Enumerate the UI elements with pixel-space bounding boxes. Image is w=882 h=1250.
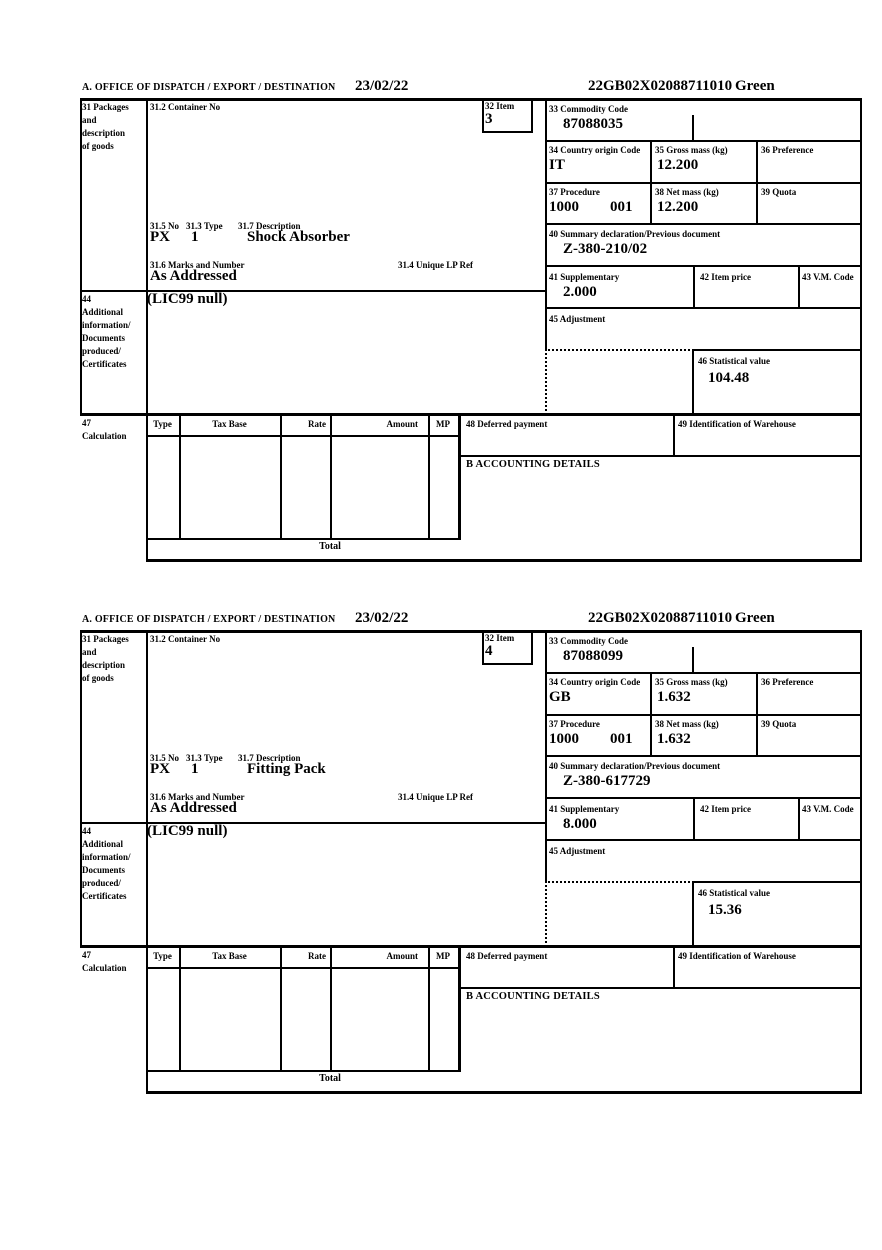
grid-line-right-border	[860, 630, 862, 1094]
routing-channel: Green	[735, 610, 775, 626]
grid-line-bottom-border	[146, 559, 862, 562]
item-number-value: 3	[485, 111, 493, 127]
box47-label-line: Calculation	[82, 963, 127, 973]
supplementary-label: 41 Supplementary	[549, 804, 620, 814]
vm-code-label: 43 V.M. Code	[802, 272, 854, 282]
goods-description-label: 31.7 Description	[238, 753, 301, 763]
net-mass-label: 38 Net mass (kg)	[655, 187, 719, 197]
grid-line-calc-bottom	[146, 1070, 461, 1072]
box44-additional-info-label	[82, 293, 131, 371]
grid-line-col31-divider	[146, 98, 148, 562]
grid-line-box33-bottom	[545, 140, 862, 142]
packages-no-value: PX	[150, 761, 170, 777]
grid-line-box41-42-divider	[693, 265, 695, 307]
grid-line-box42-43-divider	[798, 797, 800, 839]
grid-line-box48-49-divider	[673, 948, 675, 987]
gross-mass-value: 1.632	[657, 689, 691, 705]
grid-line-box37-row-bottom	[545, 755, 862, 757]
procedure-qualifier-value: 001	[610, 731, 633, 747]
grid-line-dotted-horizontal	[545, 881, 694, 883]
form-grid	[80, 98, 862, 564]
office-of-dispatch-label: A. OFFICE OF DISPATCH / EXPORT / DESTINATION	[82, 614, 336, 625]
box31-label-line: description	[82, 128, 126, 138]
box47-label-line: 47	[82, 418, 91, 428]
grid-line-box48-row-bottom	[458, 455, 862, 457]
calc-total-label: Total	[319, 1073, 341, 1084]
country-origin-value: GB	[549, 689, 571, 705]
grid-line-box32-left	[482, 630, 484, 663]
form-grid	[80, 630, 862, 1096]
grid-line-box32-bottom	[482, 663, 533, 665]
container-no-label: 31.2 Container No	[150, 102, 221, 112]
commodity-code-label: 33 Commodity Code	[549, 104, 628, 114]
net-mass-value: 12.200	[657, 199, 699, 215]
box44-additional-info-label	[82, 825, 131, 903]
customs-declaration-item-form	[80, 610, 862, 1096]
declaration-reference: 22GB02X02088711010	[588, 610, 733, 626]
calc-column-taxbase: Tax Base	[212, 951, 247, 961]
grid-line-box40-bottom	[545, 265, 862, 267]
box44-label-line: 44	[82, 826, 91, 836]
box44-label-line: Additional	[82, 839, 124, 849]
gross-mass-label: 35 Gross mass (kg)	[655, 677, 728, 687]
procedure-label: 37 Procedure	[549, 187, 600, 197]
item-price-label: 42 Item price	[700, 804, 751, 814]
statistical-value-value: 15.36	[708, 902, 742, 918]
packages-type-label: 31.3 Type	[186, 753, 223, 763]
box31-label-line: and	[82, 647, 97, 657]
unique-lp-ref-label: 31.4 Unique LP Ref	[398, 792, 474, 802]
grid-line-box32-bottom	[482, 131, 533, 133]
grid-line-calc-header-bottom	[146, 967, 461, 969]
packages-no-label: 31.5 No	[150, 753, 179, 763]
box44-label-line: information/	[82, 320, 131, 330]
marks-and-number-value: As Addressed	[150, 268, 237, 284]
net-mass-value: 1.632	[657, 731, 691, 747]
item-price-label: 42 Item price	[700, 272, 751, 282]
preference-label: 36 Preference	[761, 677, 814, 687]
grid-line-box42-43-divider	[798, 265, 800, 307]
grid-line-box41-row-bottom	[545, 307, 862, 309]
box44-label-line: Certificates	[82, 891, 127, 901]
commodity-code-value: 87088035	[563, 116, 623, 132]
calc-column-mp: MP	[436, 951, 450, 961]
office-of-dispatch-label: A. OFFICE OF DISPATCH / EXPORT / DESTINATION	[82, 82, 336, 93]
grid-line-right-border	[860, 98, 862, 562]
deferred-payment-label: 48 Deferred payment	[466, 419, 548, 429]
country-origin-value: IT	[549, 157, 565, 173]
routing-channel: Green	[735, 78, 775, 94]
packages-type-value: 1	[191, 229, 199, 245]
vm-code-label: 43 V.M. Code	[802, 804, 854, 814]
quota-label: 39 Quota	[761, 187, 797, 197]
calc-column-amount: Amount	[386, 951, 418, 961]
country-origin-label: 34 Country origin Code	[549, 145, 641, 155]
grid-line-calc-header-bottom	[146, 435, 461, 437]
grid-line-bottom-border	[146, 1091, 862, 1094]
item-number-label: 32 Item	[485, 101, 515, 111]
supplementary-value: 8.000	[563, 816, 597, 832]
item-number-value: 4	[485, 643, 493, 659]
grid-line-box41-42-divider	[693, 797, 695, 839]
grid-line-box47-top	[80, 945, 862, 948]
grid-line-box32-left	[482, 98, 484, 131]
marks-and-number-label: 31.6 Marks and Number	[150, 792, 245, 802]
grid-line-dotted-vertical	[545, 881, 547, 947]
procedure-label: 37 Procedure	[549, 719, 600, 729]
statistical-value-label: 46 Statistical value	[698, 888, 770, 898]
grid-line-box46-left	[692, 881, 694, 947]
grid-line-dotted-vertical	[545, 349, 547, 415]
country-origin-label: 34 Country origin Code	[549, 677, 641, 687]
packages-type-value: 1	[191, 761, 199, 777]
packages-no-value: PX	[150, 229, 170, 245]
grid-line-box46-top	[692, 349, 862, 351]
box44-label-line: Certificates	[82, 359, 127, 369]
statistical-value-value: 104.48	[708, 370, 750, 386]
form-item-4	[80, 610, 862, 1096]
grid-line-box41-row-bottom	[545, 839, 862, 841]
grid-line-calc-bottom	[146, 538, 461, 540]
grid-line-box33-bottom	[545, 672, 862, 674]
gross-mass-value: 12.200	[657, 157, 699, 173]
declaration-date: 23/02/22	[355, 78, 409, 94]
box31-packages-label	[82, 633, 129, 685]
calc-column-rate: Rate	[308, 419, 326, 429]
grid-line-commodity-tick	[692, 647, 694, 672]
box31-label-line: 31 Packages	[82, 634, 129, 644]
grid-line-box46-left	[692, 349, 694, 415]
box31-label-line: description	[82, 660, 126, 670]
deferred-payment-label: 48 Deferred payment	[466, 951, 548, 961]
calc-column-amount: Amount	[386, 419, 418, 429]
grid-line-box48-row-bottom	[458, 987, 862, 989]
grid-line-box46-top	[692, 881, 862, 883]
marks-and-number-label: 31.6 Marks and Number	[150, 260, 245, 270]
statistical-value-label: 46 Statistical value	[698, 356, 770, 366]
box44-label-line: Additional	[82, 307, 124, 317]
goods-description-value: Fitting Pack	[247, 761, 326, 777]
adjustment-label: 45 Adjustment	[549, 314, 606, 324]
commodity-code-value: 87088099	[563, 648, 623, 664]
grid-line-box40-bottom	[545, 797, 862, 799]
calc-total-label: Total	[319, 541, 341, 552]
additional-info-value: (LIC99 null)	[147, 823, 228, 839]
gross-mass-label: 35 Gross mass (kg)	[655, 145, 728, 155]
grid-line-box48-49-divider	[673, 416, 675, 455]
box47-calculation-label	[82, 417, 127, 443]
previous-document-value: Z-380-210/02	[563, 241, 648, 257]
box44-label-line: Documents	[82, 333, 125, 343]
grid-line-dotted-horizontal	[545, 349, 694, 351]
unique-lp-ref-label: 31.4 Unique LP Ref	[398, 260, 474, 270]
declaration-reference: 22GB02X02088711010	[588, 78, 733, 94]
accounting-details-label: B ACCOUNTING DETAILS	[466, 459, 600, 470]
warehouse-id-label: 49 Identification of Warehouse	[678, 419, 796, 429]
calc-column-rate: Rate	[308, 951, 326, 961]
procedure-qualifier-value: 001	[610, 199, 633, 215]
grid-line-commodity-tick	[692, 115, 694, 140]
commodity-code-label: 33 Commodity Code	[549, 636, 628, 646]
form-item-3	[80, 78, 862, 564]
box44-label-line: 44	[82, 294, 91, 304]
box44-label-line: produced/	[82, 878, 121, 888]
box31-label-line: and	[82, 115, 97, 125]
calc-column-mp: MP	[436, 419, 450, 429]
box31-label-line: 31 Packages	[82, 102, 129, 112]
box47-calculation-label	[82, 949, 127, 975]
warehouse-id-label: 49 Identification of Warehouse	[678, 951, 796, 961]
calc-column-type: Type	[153, 951, 172, 961]
calc-column-type: Type	[153, 419, 172, 429]
box47-label-line: Calculation	[82, 431, 127, 441]
net-mass-label: 38 Net mass (kg)	[655, 719, 719, 729]
grid-line-box37-row-bottom	[545, 223, 862, 225]
procedure-value: 1000	[549, 199, 579, 215]
previous-document-label: 40 Summary declaration/Previous document	[549, 761, 721, 771]
box47-label-line: 47	[82, 950, 91, 960]
adjustment-label: 45 Adjustment	[549, 846, 606, 856]
calc-column-taxbase: Tax Base	[212, 419, 247, 429]
grid-line-box32-right	[531, 630, 533, 665]
packages-no-label: 31.5 No	[150, 221, 179, 231]
goods-description-label: 31.7 Description	[238, 221, 301, 231]
grid-line-col31-divider	[146, 630, 148, 1094]
marks-and-number-value: As Addressed	[150, 800, 237, 816]
preference-label: 36 Preference	[761, 145, 814, 155]
grid-line-box34-row-bottom	[545, 182, 862, 184]
box44-label-line: Documents	[82, 865, 125, 875]
quota-label: 39 Quota	[761, 719, 797, 729]
procedure-value: 1000	[549, 731, 579, 747]
item-number-label: 32 Item	[485, 633, 515, 643]
packages-type-label: 31.3 Type	[186, 221, 223, 231]
supplementary-value: 2.000	[563, 284, 597, 300]
box31-packages-label	[82, 101, 129, 153]
accounting-details-label: B ACCOUNTING DETAILS	[466, 991, 600, 1002]
box44-label-line: information/	[82, 852, 131, 862]
box44-label-line: produced/	[82, 346, 121, 356]
box31-label-line: of goods	[82, 141, 114, 151]
container-no-label: 31.2 Container No	[150, 634, 221, 644]
grid-line-box34-row-bottom	[545, 714, 862, 716]
additional-info-value: (LIC99 null)	[147, 291, 228, 307]
previous-document-label: 40 Summary declaration/Previous document	[549, 229, 721, 239]
box31-label-line: of goods	[82, 673, 114, 683]
declaration-date: 23/02/22	[355, 610, 409, 626]
customs-declaration-item-form	[80, 78, 862, 564]
supplementary-label: 41 Supplementary	[549, 272, 620, 282]
goods-description-value: Shock Absorber	[247, 229, 350, 245]
grid-line-box47-top	[80, 413, 862, 416]
previous-document-value: Z-380-617729	[563, 773, 651, 789]
grid-line-box32-right	[531, 98, 533, 133]
